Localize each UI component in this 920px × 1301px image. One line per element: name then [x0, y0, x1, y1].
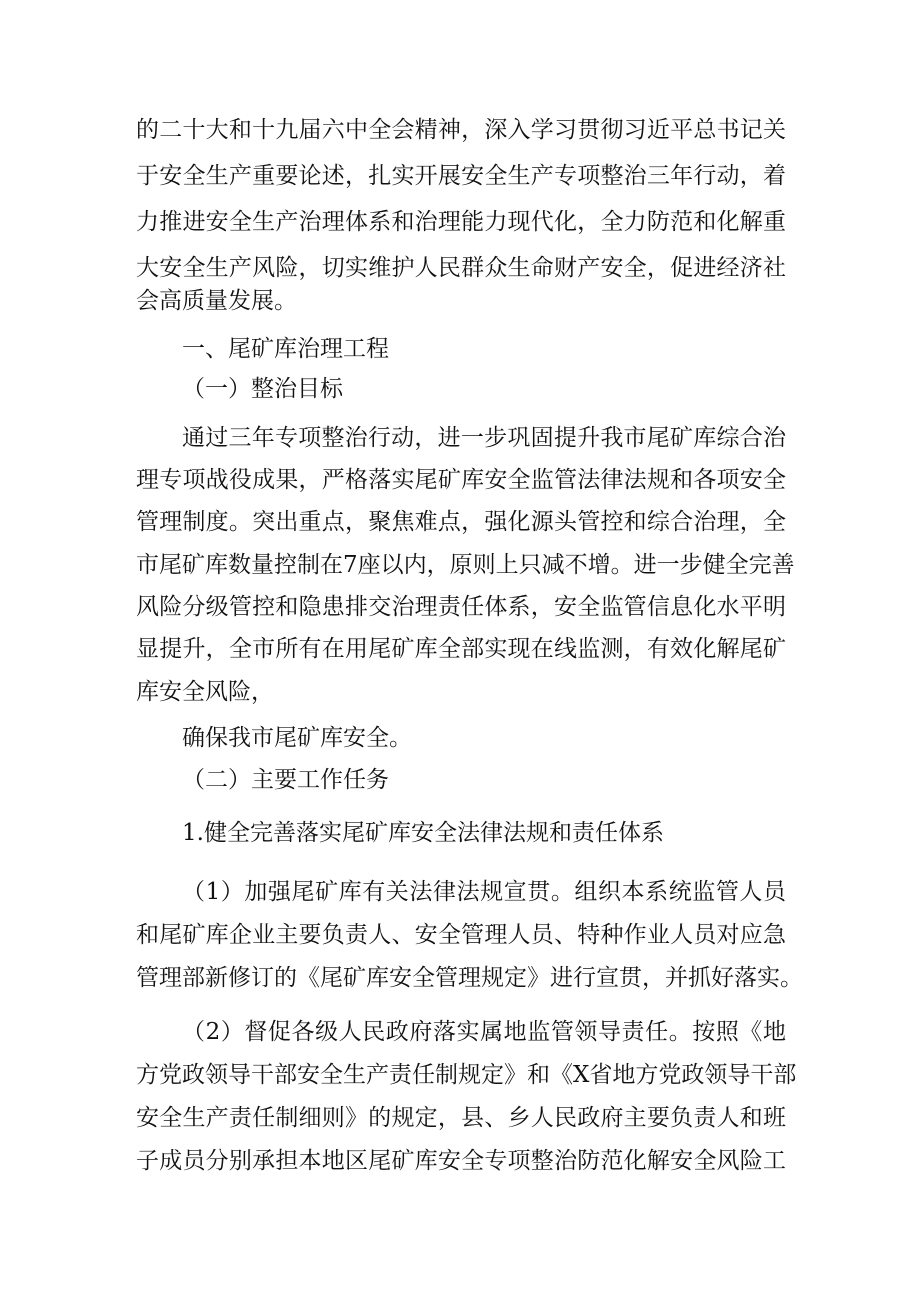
item-line: 管理部新修订的《尾矿库安全管理规定》进行宣贯，并抓好落实。 [136, 965, 803, 991]
item-line: 安全生产责任制细则》的规定，县、乡人民政府主要负责人和班 [136, 1105, 786, 1131]
intro-line: 会高质量发展。 [136, 288, 297, 314]
subsection-heading: （一）整治目标 [182, 376, 343, 402]
item-line: 方党政领导干部安全生产责任制规定》和《X省地方党政领导干部 [136, 1062, 797, 1088]
goal-line: 市尾矿库数量控制在7座以内，原则上只减不增。进一步健全完善 [136, 552, 795, 578]
item-line: （1）加强尾矿库有关法律法规宣贯。组织本系统监管人员 [182, 879, 786, 905]
goal-line: 通过三年专项整治行动，进一步巩固提升我市尾矿库综合治 [182, 425, 786, 451]
goal-line: 库安全风险， [136, 679, 274, 705]
intro-line: 于安全生产重要论述，扎实开展安全生产专项整治三年行动，着 [136, 163, 786, 189]
item-line: （2）督促各级人民政府落实属地监管领导责任。按照《地 [182, 1019, 786, 1045]
intro-line: 力推进安全生产治理体系和治理能力现代化，全力防范和化解重 [136, 209, 786, 235]
item-line: 子成员分别承担本地区尾矿库安全专项整治防范化解安全风险工 [136, 1148, 786, 1174]
goal-line: 风险分级管控和隐患排交治理责任体系，安全监管信息化水平明 [136, 594, 786, 620]
intro-line: 大安全生产风险，切实维护人民群众生命财产安全，促进经济社 [136, 255, 786, 281]
goal-line: 理专项战役成果，严格落实尾矿库安全监管法律法规和各项安全 [136, 467, 786, 493]
item-line: 和尾矿库企业主要负责人、安全管理人员、特种作业人员对应急 [136, 922, 786, 948]
goal-line: 确保我市尾矿库安全。 [182, 725, 412, 751]
task-heading: 1.健全完善落实尾矿库安全法律法规和责任体系 [182, 820, 664, 846]
subsection-heading: （二）主要工作任务 [182, 767, 389, 793]
intro-line: 的二十大和十九届六中全会精神，深入学习贯彻习近平总书记关 [136, 117, 786, 143]
section-heading: 一、尾矿库治理工程 [182, 336, 389, 362]
goal-line: 管理制度。突出重点，聚焦难点，强化源头管控和综合治理，全 [136, 509, 786, 535]
goal-line: 显提升，全市所有在用尾矿库全部实现在线监测，有效化解尾矿 [136, 636, 786, 662]
